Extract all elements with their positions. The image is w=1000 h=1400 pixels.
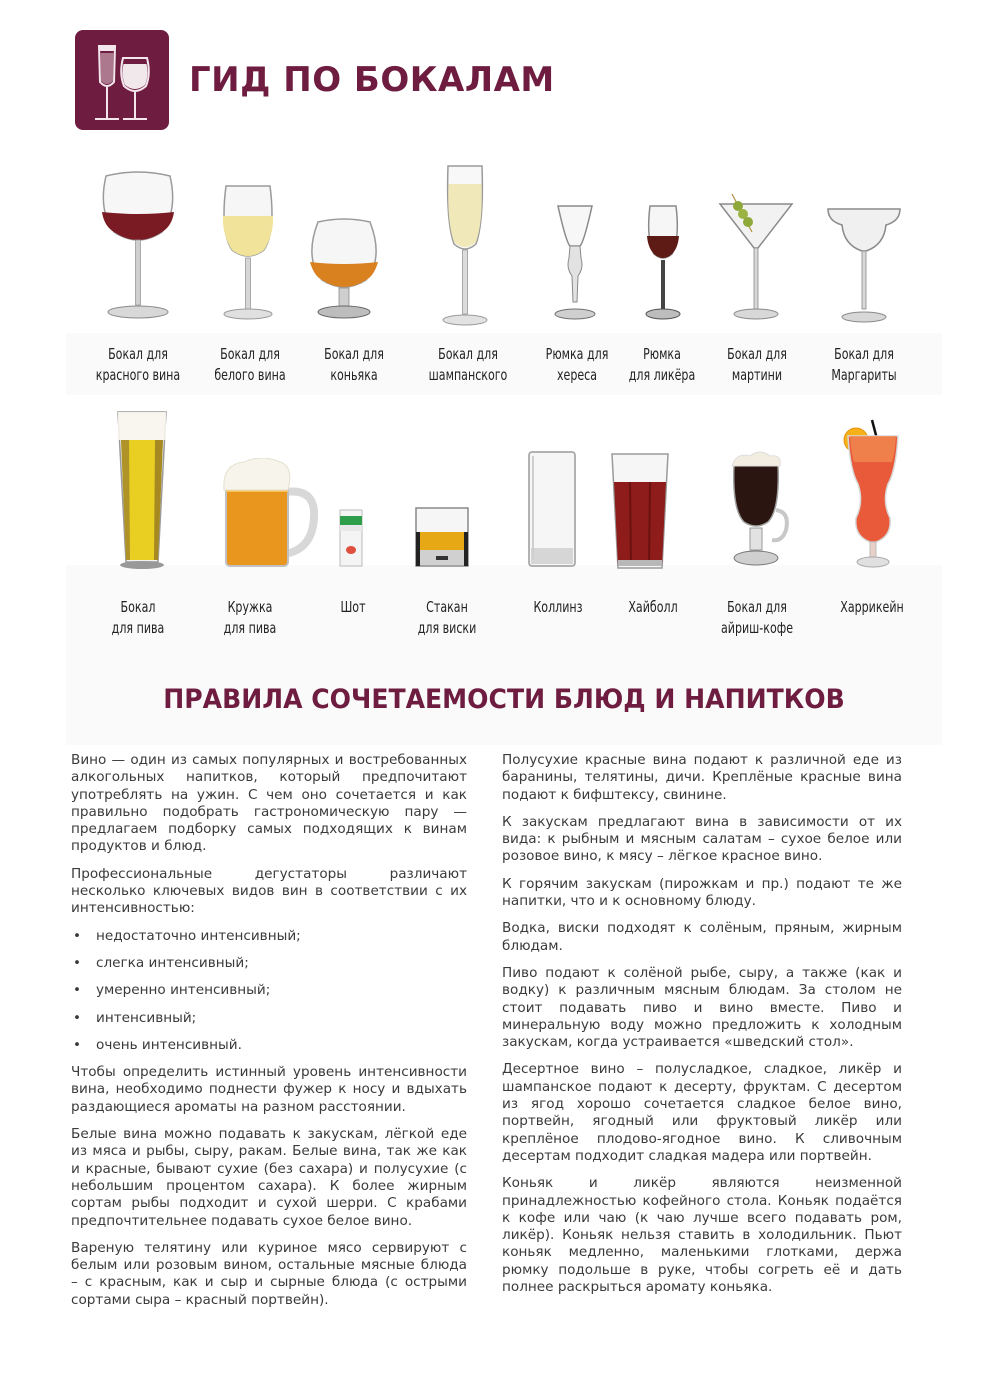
paragraph: Коньяк и ликёр являются неизменной принадлежностью кофейного стола. Коньяк подаётся к кофе или чаю (к чаю лучше всего подавать ром, ликёр). Коньяк нельзя ставить в холодильник. Пьют коньяк медленно, маленькими глотками, держа рюмку подольше в руке, чтобы согреть её и дать полнее раскрыться аромату коньяка. <box>502 1175 902 1296</box>
page-title: ГИД ПО БОКАЛАМ <box>189 60 555 100</box>
paragraph: Вино — один из самых популярных и востребованных алкогольных напитков, который предпочитают употреблять на ужин. С чем оно сочетается и как правильно подобрать гастрономическую пару — предлагаем подборку самых подходящих к винам продуктов и блюд. <box>71 752 467 855</box>
right-column <box>502 752 902 1306</box>
glass-label: Рюмка для хереса <box>545 345 609 384</box>
list-item: • недостаточно интенсивный; <box>71 928 467 945</box>
glass-label: Кружка для пива <box>223 598 277 637</box>
list-item: • умеренно интенсивный; <box>71 982 467 999</box>
beer-glass-icon <box>116 410 168 570</box>
glass-label: Бокал для белого вина <box>214 345 286 384</box>
paragraph: Профессиональные дегустаторы различают несколько ключевых видов вин в соответствии с их интенсивностью: <box>71 865 467 917</box>
paragraph: Водка, виски подходят к солёным, пряным, жирным блюдам. <box>502 920 902 954</box>
paragraph: Белые вина можно подавать к закускам, лёгкой еде из мяса и рыбы, сыру, ракам. Белые вина, так же как и красные, бывают сухие (без сахара) и полусухие (с небольшим процентом сахара). К более жирным сортам рыбы подходит и сухой шерри. С крабами предпочтительнее подавать сухое белое вино. <box>71 1126 467 1229</box>
glass-label: Коллинз <box>533 598 583 616</box>
hurricane-glass-icon <box>838 418 908 570</box>
paragraph: Полусухие красные вина подают к различной еде из баранины, телятины, дичи. Креплёные красные вина подают к бифштексу, свинине. <box>502 752 902 803</box>
section-title: ПРАВИЛА СОЧЕТАЕМОСТИ БЛЮД И НАПИТКОВ <box>163 684 845 715</box>
glass-label: Бокал для пива <box>111 598 165 637</box>
red-wine-glass-icon <box>98 170 178 322</box>
cognac-glass-icon <box>308 218 380 322</box>
wine-glasses-icon <box>75 30 169 130</box>
paragraph: Десертное вино – полусладкое, сладкое, ликёр и шампанское подают к десерту, фруктам. С десертом из ягод хорошо сочетается сладкое белое вино, портвейн, ягодный или фруктовый ликёр или креплёное плодово-ягодное вино. К сливочным десертам подходит сладкая мадера или портвейн. <box>502 1061 902 1164</box>
glass-label: Шот <box>340 598 366 616</box>
left-column <box>71 752 467 1319</box>
liqueur-glass-icon <box>642 202 684 324</box>
list-item: • интенсивный; <box>71 1010 467 1027</box>
beer-mug-icon <box>222 458 318 570</box>
glass-label: Бокал для красного вина <box>95 345 181 384</box>
glass-label: Бокал для мартини <box>727 345 787 384</box>
list-item: • слегка интенсивный; <box>71 955 467 972</box>
glass-label: Бокал для шампанского <box>428 345 508 384</box>
paragraph: К горячим закускам (пирожкам и пр.) подают те же напитки, что и к основному блюду. <box>502 875 902 910</box>
paragraph: Вареную телятину или куриное мясо сервируют с белым или розовым вином, остальные мясные блюда – с красным, как и сыр и сырные блюда (с острыми сортами сыра – красный портвейн). <box>71 1239 467 1308</box>
shot-glass-icon <box>338 508 364 568</box>
glass-label: Бокал для коньяка <box>324 345 384 384</box>
margarita-glass-icon <box>826 205 902 327</box>
glass-label: Хайболл <box>628 598 678 616</box>
list-item: • очень интенсивный. <box>71 1037 467 1054</box>
sherry-glass-icon <box>552 202 598 324</box>
champagne-glass-icon <box>440 162 490 330</box>
irish-coffee-glass-icon <box>730 450 790 570</box>
martini-glass-icon <box>718 192 794 324</box>
glass-label: Стакан для виски <box>417 598 477 637</box>
glass-label: Бокал для Маргариты <box>831 345 897 384</box>
glass-label: Рюмка для ликёра <box>628 345 696 384</box>
white-wine-glass-icon <box>220 182 276 322</box>
whisky-glass-icon <box>414 506 470 568</box>
glass-label: Бокал для айриш-кофе <box>720 598 794 637</box>
highball-glass-icon <box>610 452 670 570</box>
collins-glass-icon <box>527 450 577 570</box>
paragraph: К закускам предлагают вина в зависимости от их вида: к рыбным и мясным салатам – сухое белое или розовое вино, к мясу – лёгкое красное вино. <box>502 813 902 865</box>
page-header <box>75 30 555 130</box>
paragraph: Чтобы определить истинный уровень интенсивности вина, необходимо поднести фужер к носу и вдыхать раздающиеся ароматы на разном расстоянии. <box>71 1064 467 1115</box>
intensity-list <box>71 928 467 1054</box>
paragraph: Пиво подают к солёной рыбе, сыру, а также (как и водку) к различным мясным блюдам. За столом не стоит подавать пиво и вино вместе. Пиво и минеральную воду можно предложить к холодным закускам, когда устраивается «шведский стол». <box>502 964 902 1051</box>
glass-label: Харрикейн <box>840 598 904 616</box>
labels-band-row2 <box>66 565 942 745</box>
